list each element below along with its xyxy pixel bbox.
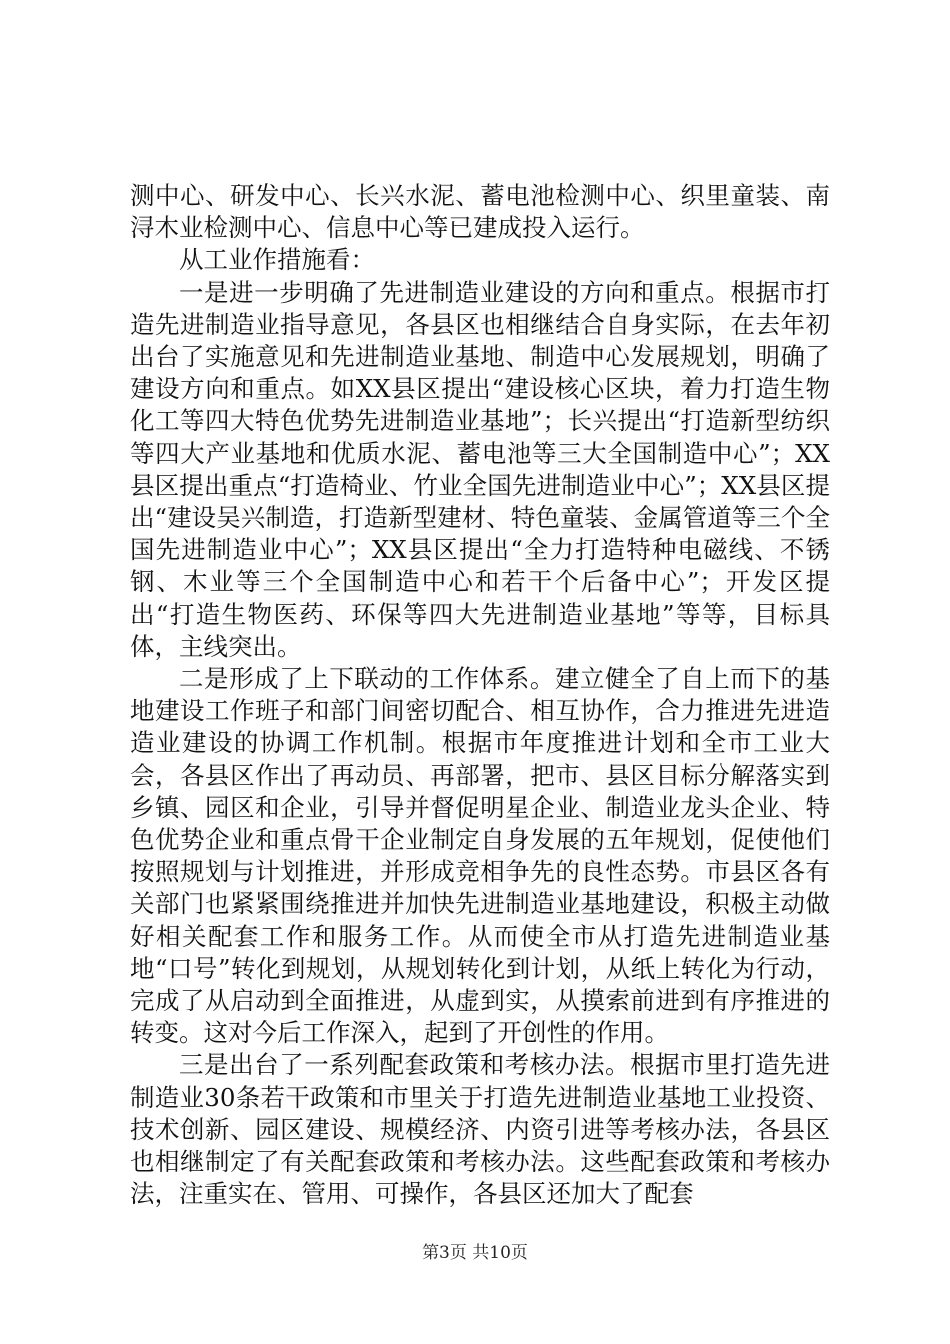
paragraph-continued: 测中心、研发中心、长兴水泥、蓄电池检测中心、织里童装、南浔木业检测中心、信息中心等已建成投入运行。 (130, 181, 830, 243)
paragraph-section-heading: 从工业作措施看： (179, 245, 375, 275)
paragraph-point-one: 一是进一步明确了先进制造业建设的方向和重点。根据市打造先进制造业指导意见，各县区也相继结合自身实际，在去年初出台了实施意见和先进制造业基地、制造中心发展规划，明确了建设方向和重点。如XX县区提出“建设核心区块，着力打造生物化工等四大特色优势先进制造业基地”；长兴提出“打造新型纺织等四大产业基地和优质水泥、蓄电池等三大全国制造中心”；XX县区提出重点“打造椅业、竹业全国先进制造业中心”；XX县区提出“建设吴兴制造，打造新型建材、特色童装、金属管道等三个全国先进制造业中心”；XX县区提出“全力打造特种电磁线、不锈钢、木业等三个全国制造中心和若干个后备中心”；开发区提出“打造生物医药、环保等四大先进制造业基地”等等，目标具体，主线突出。 (130, 277, 830, 661)
paragraph-point-two: 二是形成了上下联动的工作体系。建立健全了自上而下的基地建设工作班子和部门间密切配合、相互协作，合力推进先进造造业建设的协调工作机制。根据市年度推进计划和全市工业大会，各县区作出了再动员、再部署，把市、县区目标分解落实到乡镇、园区和企业，引导并督促明星企业、制造业龙头企业、特色优势企业和重点骨干企业制定自身发展的五年规划，促使他们按照规划与计划推进，并形成竞相争先的良性态势。市县区各有关部门也紧紧围绕推进并加快先进制造业基地建设，积极主动做好相关配套工作和服务工作。从而使全市从打造先进制造业基地“口号”转化到规划，从规划转化到计划，从纸上转化为行动，完成了从启动到全面推进，从虚到实，从摸索前进到有序推进的转变。这对今后工作深入，起到了开创性的作用。 (130, 664, 830, 1048)
paragraph-point-three: 三是出台了一系列配套政策和考核办法。根据市里打造先进制造业30条若干政策和市里关于打造先进制造业基地工业投资、技术创新、园区建设、规模经济、内资引进等考核办法，各县区也相继制定了有关配套政策和考核办法。这些配套政策和考核办法，注重实在、管用、可操作，各县区还加大了配套 (130, 1050, 830, 1209)
page-number-footer: 第3页 共10页 (422, 1243, 528, 1263)
document-body (130, 180, 830, 1211)
